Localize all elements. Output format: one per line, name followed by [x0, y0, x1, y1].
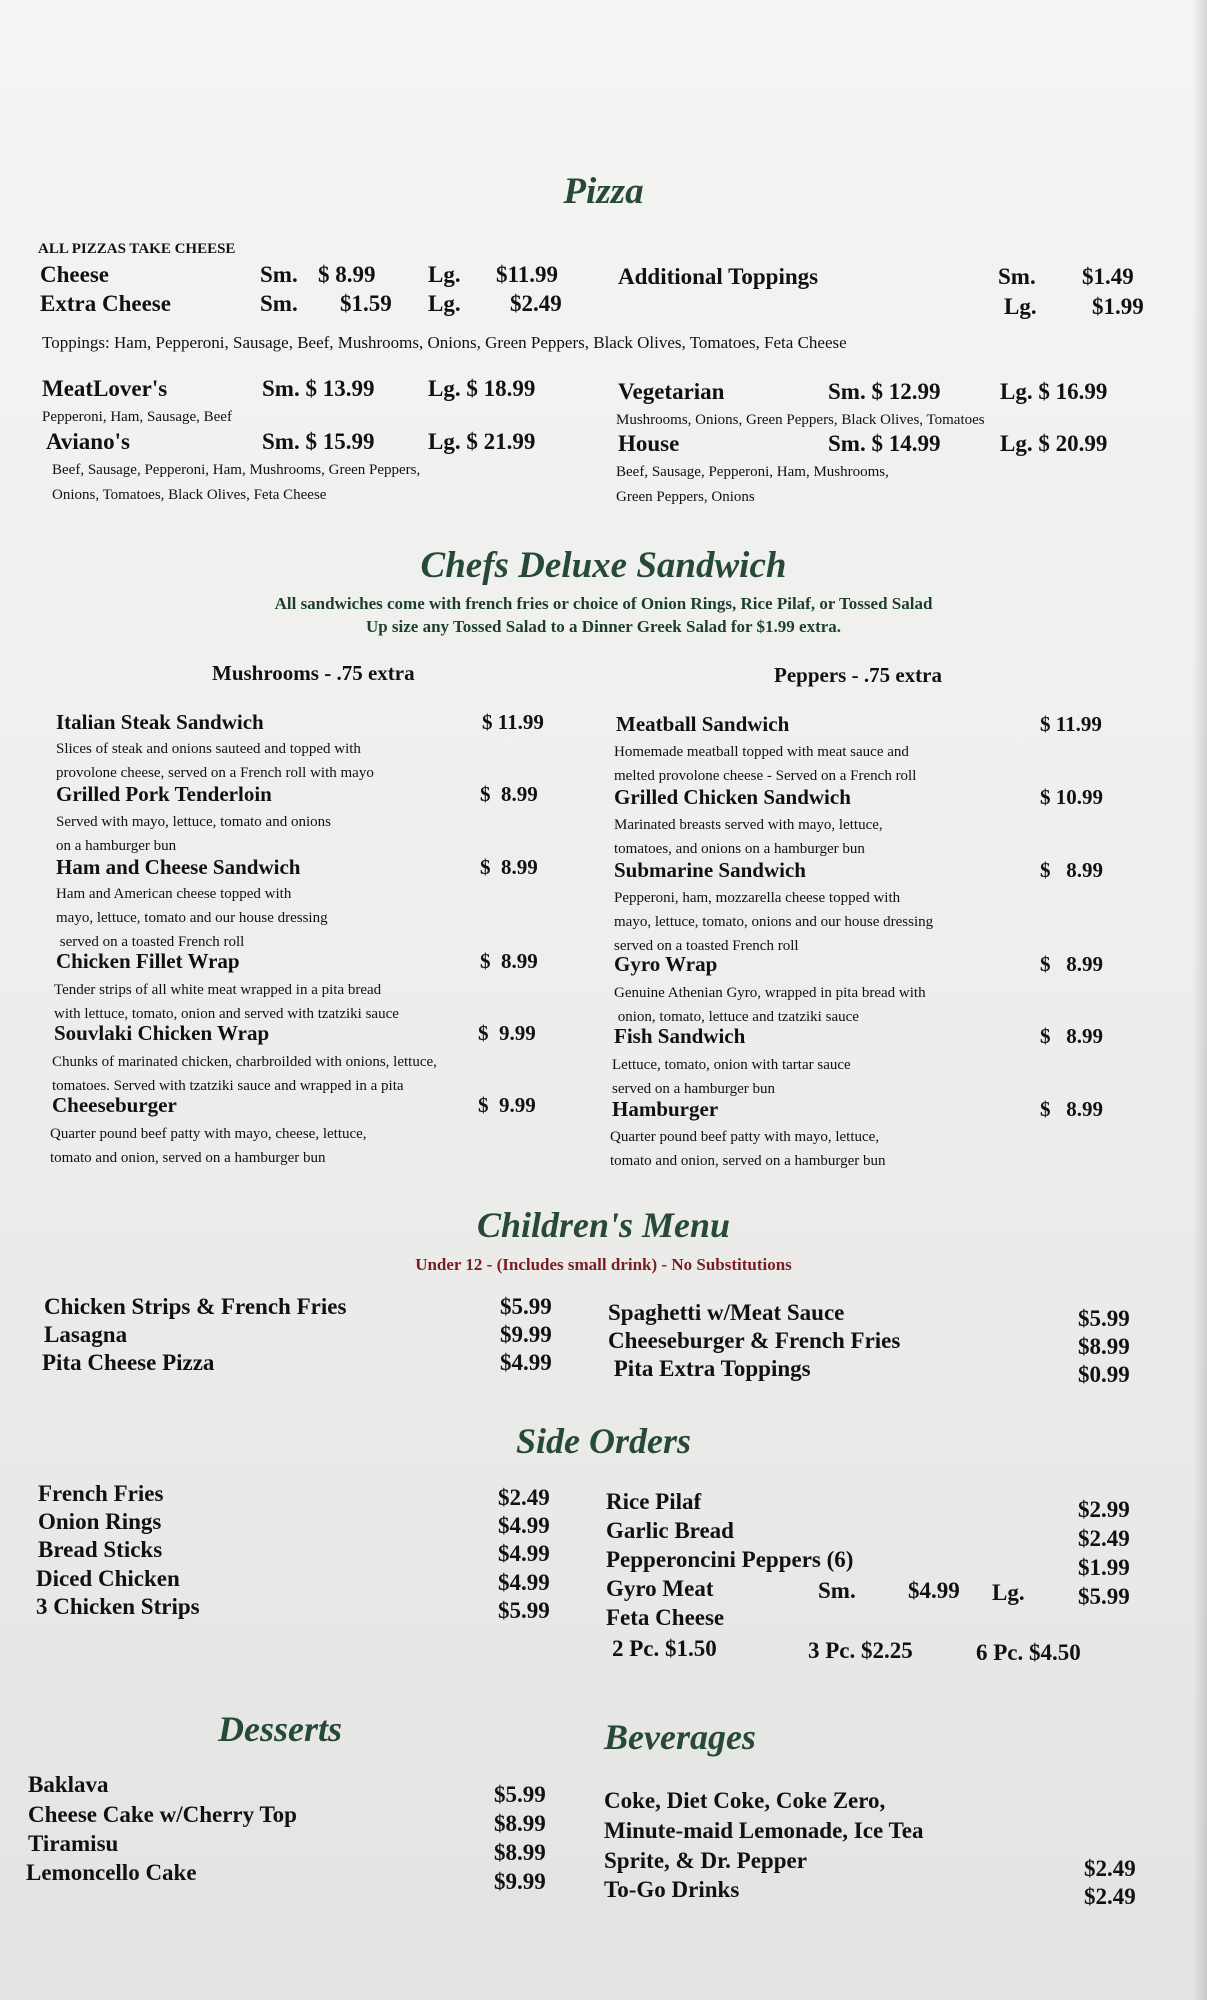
sandwich-price: $ 8.99: [1040, 1097, 1103, 1121]
side-item-price: $2.49: [498, 1485, 550, 1510]
sandwich-name: Submarine Sandwich: [614, 858, 806, 882]
dessert-item-price: $5.99: [494, 1782, 546, 1807]
side-item-price: $4.99: [498, 1513, 550, 1538]
pizza-extra-cheese-sm-label: Sm.: [260, 291, 298, 316]
dessert-item-price: $8.99: [494, 1811, 546, 1836]
sandwich-desc: Ham and American cheese topped with: [56, 886, 292, 902]
additional-toppings-name: Additional Toppings: [618, 264, 819, 289]
sandwich-name: Ham and Cheese Sandwich: [56, 855, 301, 879]
additional-toppings-lg-label: Lg.: [1004, 294, 1037, 319]
pizza-meatlovers-sm: Sm. $ 13.99: [262, 376, 375, 401]
children-item-price: $5.99: [500, 1294, 552, 1319]
side-gyro-meat-lg-price: $5.99: [1078, 1584, 1130, 1609]
side-gyro-meat-sm-price: $4.99: [908, 1578, 960, 1603]
beverage-line-4-price: $2.49: [1084, 1884, 1136, 1909]
pizza-vegetarian-sm: Sm. $ 12.99: [828, 379, 941, 404]
sandwich-desc: Lettuce, tomato, onion with tartar sauce: [612, 1057, 851, 1073]
sandwich-price: $ 8.99: [480, 855, 538, 879]
pizza-avianos-desc-1: Beef, Sausage, Pepperoni, Ham, Mushrooms, Green Peppers,: [52, 462, 421, 478]
sandwich-desc: provolone cheese, served on a French roll with mayo: [56, 765, 374, 781]
side-item-name: Rice Pilaf: [606, 1489, 702, 1514]
side-item-name: Garlic Bread: [606, 1518, 734, 1543]
sandwich-name: Hamburger: [612, 1097, 719, 1121]
sandwich-price: $ 9.99: [478, 1093, 536, 1117]
sandwich-desc: Tender strips of all white meat wrapped in a pita bread: [54, 982, 382, 998]
children-item-price: $5.99: [1078, 1306, 1130, 1331]
sandwich-desc: on a hamburger bun: [56, 838, 177, 854]
sandwich-desc: tomato and onion, served on a hamburger bun: [50, 1150, 326, 1166]
children-item-name: Pita Extra Toppings: [608, 1356, 811, 1381]
sandwich-price: $ 8.99: [480, 782, 538, 806]
children-item-price: $4.99: [500, 1350, 552, 1375]
side-feta-name: Feta Cheese: [606, 1605, 725, 1630]
pizza-extra-cheese-lg-label: Lg.: [428, 291, 461, 316]
side-feta-3pc: 3 Pc. $2.25: [808, 1638, 913, 1663]
pizza-meatlovers-desc: Pepperoni, Ham, Sausage, Beef: [42, 409, 232, 425]
pizza-cheese-sm-label: Sm.: [260, 262, 298, 287]
pizza-cheese-lg-price: $11.99: [496, 262, 558, 287]
page-edge-shadow: [1193, 0, 1207, 2000]
sandwich-name: Grilled Chicken Sandwich: [614, 785, 851, 809]
sandwich-price: $ 8.99: [480, 949, 538, 973]
pizza-house-lg: Lg. $ 20.99: [1000, 431, 1108, 456]
sandwich-desc: Genuine Athenian Gyro, wrapped in pita bread with: [614, 985, 926, 1001]
pizza-meatlovers-name: MeatLover's: [42, 376, 168, 401]
sandwich-name: Souvlaki Chicken Wrap: [54, 1021, 270, 1045]
sandwich-desc: Chunks of marinated chicken, charbroilded with onions, lettuce,: [52, 1054, 437, 1070]
sandwich-name: Gyro Wrap: [614, 952, 718, 976]
side-gyro-meat-lg-label: Lg.: [992, 1580, 1025, 1605]
sandwich-title: Chefs Deluxe Sandwich: [420, 545, 787, 586]
side-gyro-meat-sm-label: Sm.: [818, 1578, 856, 1603]
additional-toppings-sm-label: Sm.: [998, 264, 1036, 289]
pizza-house-sm: Sm. $ 14.99: [828, 431, 941, 456]
sandwich-name: Meatball Sandwich: [616, 712, 790, 736]
sandwich-price: $ 8.99: [1040, 1024, 1103, 1048]
pizza-house-name: House: [618, 431, 680, 456]
sandwich-name: Chicken Fillet Wrap: [56, 949, 240, 973]
dessert-item-price: $9.99: [494, 1869, 546, 1894]
side-orders-title: Side Orders: [515, 1421, 691, 1461]
pizza-cheese-name: Cheese: [40, 262, 109, 287]
pizza-cheese-lg-label: Lg.: [428, 262, 461, 287]
side-item-name: Bread Sticks: [38, 1537, 163, 1562]
sandwich-desc: tomato and onion, served on a hamburger bun: [610, 1153, 886, 1169]
additional-toppings-sm-price: $1.49: [1082, 264, 1134, 289]
side-item-name: French Fries: [38, 1481, 164, 1506]
pizza-avianos-name: Aviano's: [46, 429, 130, 454]
pizza-extra-cheese-name: Extra Cheese: [40, 291, 171, 316]
side-item-price: $5.99: [498, 1598, 550, 1623]
beverages-title: Beverages: [604, 1717, 756, 1757]
sandwich-subtitle-1: All sandwiches come with french fries or choice of Onion Rings, Rice Pilaf, or Tossed Salad: [274, 594, 933, 613]
sandwich-desc: mayo, lettuce, tomato, onions and our house dressing: [614, 914, 934, 930]
children-item-price: $8.99: [1078, 1334, 1130, 1359]
side-item-price: $4.99: [498, 1570, 550, 1595]
pizza-note: ALL PIZZAS TAKE CHEESE: [38, 241, 236, 257]
sandwich-subtitle-2: Up size any Tossed Salad to a Dinner Greek Salad for $1.99 extra.: [365, 617, 842, 636]
side-item-price: $2.49: [1078, 1526, 1130, 1551]
pizza-house-desc-2: Green Peppers, Onions: [616, 489, 755, 505]
side-item-price: $4.99: [498, 1541, 550, 1566]
beverage-line-1: Coke, Diet Coke, Coke Zero,: [604, 1788, 886, 1813]
sandwich-desc: onion, tomato, lettuce and tzatziki sauce: [614, 1009, 859, 1025]
sandwich-price: $ 8.99: [1040, 952, 1103, 976]
side-item-price: $2.99: [1078, 1497, 1130, 1522]
dessert-item-name: Tiramisu: [28, 1831, 119, 1856]
sandwich-desc: Marinated breasts served with mayo, lettuce,: [614, 817, 883, 833]
dessert-item-name: Cheese Cake w/Cherry Top: [28, 1802, 297, 1827]
children-item-name: Spaghetti w/Meat Sauce: [608, 1300, 845, 1325]
sandwich-desc: served on a toasted French roll: [56, 934, 245, 950]
children-item-price: $0.99: [1078, 1362, 1130, 1387]
sandwich-desc: Quarter pound beef patty with mayo, cheese, lettuce,: [50, 1126, 367, 1142]
side-feta-6pc: 6 Pc. $4.50: [976, 1640, 1081, 1665]
sandwich-price: $ 11.99: [1040, 712, 1102, 736]
sandwich-name: Cheeseburger: [52, 1093, 177, 1117]
children-item-name: Pita Cheese Pizza: [42, 1350, 215, 1375]
sandwich-price: $ 10.99: [1040, 785, 1103, 809]
sandwich-price: $ 8.99: [1040, 858, 1103, 882]
sandwich-desc: melted provolone cheese - Served on a French roll: [614, 768, 917, 784]
dessert-item-name: Lemoncello Cake: [26, 1860, 197, 1885]
sandwich-desc: with lettuce, tomato, onion and served with tzatziki sauce: [54, 1006, 399, 1022]
side-item-price: $1.99: [1078, 1555, 1130, 1580]
pizza-extra-cheese-lg-price: $2.49: [510, 291, 562, 316]
beverage-line-3-price: $2.49: [1084, 1856, 1136, 1881]
sandwich-price: $ 9.99: [478, 1021, 536, 1045]
sandwich-desc: Homemade meatball topped with meat sauce and: [614, 744, 909, 760]
side-item-name: 3 Chicken Strips: [36, 1594, 200, 1619]
beverage-line-2: Minute-maid Lemonade, Ice Tea: [604, 1818, 924, 1843]
children-item-name: Cheeseburger & French Fries: [608, 1328, 901, 1353]
sandwich-name: Fish Sandwich: [614, 1024, 746, 1048]
side-gyro-meat-name: Gyro Meat: [606, 1576, 714, 1601]
pizza-vegetarian-name: Vegetarian: [618, 379, 725, 404]
sandwich-desc: Slices of steak and onions sauteed and topped with: [56, 741, 361, 757]
sandwich-name: Italian Steak Sandwich: [56, 710, 264, 734]
mushrooms-extra: Mushrooms - .75 extra: [212, 661, 415, 685]
sandwich-desc: Pepperoni, ham, mozzarella cheese topped with: [614, 890, 901, 906]
children-item-price: $9.99: [500, 1322, 552, 1347]
desserts-title: Desserts: [218, 1709, 342, 1749]
sandwich-desc: Served with mayo, lettuce, tomato and onions: [56, 814, 331, 830]
pizza-extra-cheese-sm-price: $1.59: [340, 291, 392, 316]
sandwich-desc: Quarter pound beef patty with mayo, lettuce,: [610, 1129, 880, 1145]
pizza-avianos-lg: Lg. $ 21.99: [428, 429, 536, 454]
pizza-avianos-desc-2: Onions, Tomatoes, Black Olives, Feta Cheese: [52, 487, 327, 503]
pizza-avianos-sm: Sm. $ 15.99: [262, 429, 375, 454]
dessert-item-price: $8.99: [494, 1840, 546, 1865]
beverage-line-3: Sprite, & Dr. Pepper: [604, 1848, 807, 1873]
sandwich-name: Grilled Pork Tenderloin: [56, 782, 272, 806]
pizza-title: Pizza: [563, 171, 644, 212]
sandwich-desc: mayo, lettuce, tomato and our house dressing: [56, 910, 328, 926]
children-item-name: Chicken Strips & French Fries: [44, 1294, 347, 1319]
sandwich-desc: served on a toasted French roll: [614, 938, 799, 954]
side-item-name: Onion Rings: [38, 1509, 162, 1534]
additional-toppings-lg-price: $1.99: [1092, 294, 1144, 319]
sandwich-desc: served on a hamburger bun: [612, 1081, 776, 1097]
peppers-extra: Peppers - .75 extra: [774, 663, 942, 687]
pizza-meatlovers-lg: Lg. $ 18.99: [428, 376, 536, 401]
pizza-cheese-sm-price: $ 8.99: [318, 262, 376, 287]
sandwich-desc: tomatoes. Served with tzatziki sauce and wrapped in a pita: [52, 1078, 404, 1094]
children-title: Children's Menu: [476, 1205, 731, 1245]
side-item-name: Diced Chicken: [36, 1566, 180, 1591]
children-item-name: Lasagna: [44, 1322, 128, 1347]
dessert-item-name: Baklava: [28, 1772, 109, 1797]
pizza-toppings-list: Toppings: Ham, Pepperoni, Sausage, Beef, Mushrooms, Onions, Green Peppers, Black Olives, Tomatoes, Feta Cheese: [42, 333, 847, 352]
pizza-vegetarian-lg: Lg. $ 16.99: [1000, 379, 1108, 404]
pizza-vegetarian-desc: Mushrooms, Onions, Green Peppers, Black Olives, Tomatoes: [616, 412, 985, 428]
beverage-line-4: To-Go Drinks: [604, 1877, 740, 1902]
sandwich-price: $ 11.99: [482, 710, 544, 734]
children-subtitle: Under 12 - (Includes small drink) - No Substitutions: [415, 1255, 792, 1274]
side-item-name: Pepperoncini Peppers (6): [606, 1547, 854, 1572]
side-feta-2pc: 2 Pc. $1.50: [612, 1636, 717, 1661]
sandwich-desc: tomatoes, and onions on a hamburger bun: [614, 841, 865, 857]
pizza-house-desc-1: Beef, Sausage, Pepperoni, Ham, Mushrooms,: [616, 464, 889, 480]
